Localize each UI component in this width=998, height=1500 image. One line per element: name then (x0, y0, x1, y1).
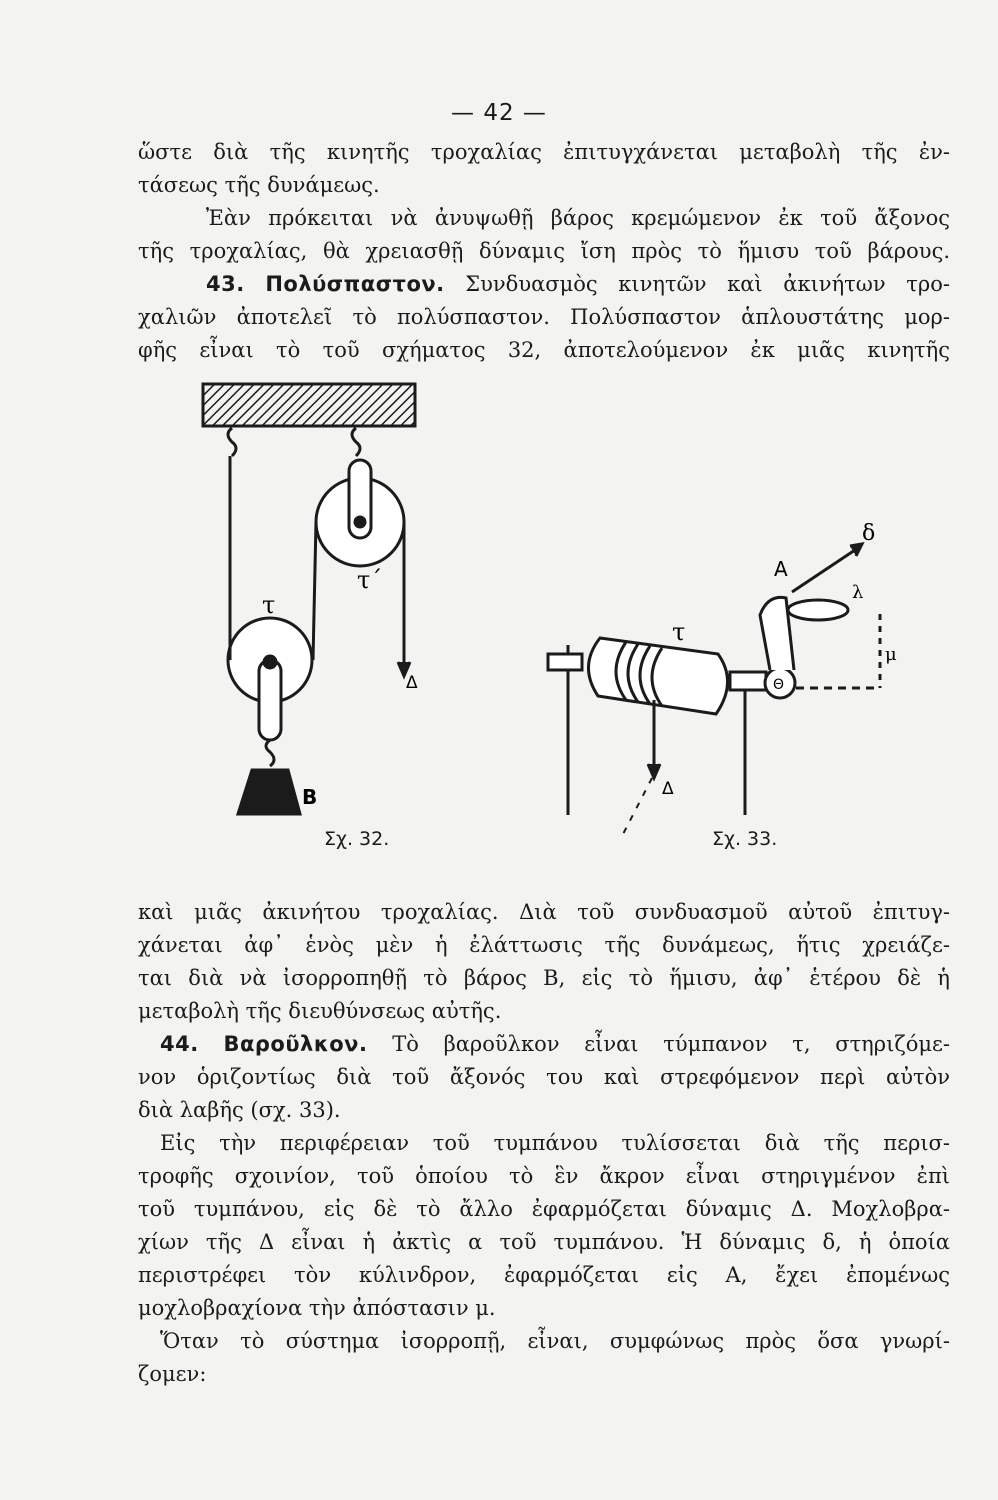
section-title: Βαροῦλκον. (223, 1032, 368, 1056)
section-43-first-line (138, 268, 950, 301)
fixed-pulley-axle (355, 517, 365, 527)
text-line: ζομεν: (138, 1362, 207, 1386)
text-line: τῆς τροχαλίας, θὰ χρειασθῇ δύναμις ἴση πρὸς τὸ ἥμισυ τοῦ βάρους. (138, 239, 950, 263)
moving-pulley-bracket (259, 660, 281, 740)
weight-hook (266, 740, 274, 766)
figures-drawing (0, 370, 998, 890)
text-line: Ὅταν τὸ σύστημα ἰσορροπῇ, εἶναι, συμφώνως πρὸς ὅσα γνωρί- (160, 1329, 950, 1353)
label-tau-fixed: τ΄ (357, 566, 383, 594)
label-delta-33: Δ (662, 779, 674, 799)
text-line: χαλιῶν ἀποτελεῖ τὸ πολύσπαστον. Πολύσπαστον ἁπλουστάτης μορ- (138, 305, 950, 329)
crank-handle (788, 600, 848, 620)
text-line: μεταβολὴ τῆς διευθύνσεως αὐτῆς. (138, 999, 502, 1023)
right-hook (352, 428, 360, 456)
axle-right (730, 672, 766, 690)
section-text: Τὸ βαροῦλκον εἶναι τύμπανον τ, στηριζόμε- (392, 1032, 950, 1056)
text-line: περιστρέφει τὸν κύλινδρον, ἐφαρμόζεται εἰς Α, ἔχει ἐπομένως (138, 1263, 950, 1287)
text-line: διὰ λαβῆς (σχ. 33). (138, 1098, 341, 1122)
axle-left (548, 654, 582, 670)
label-delta-32: Δ (406, 673, 418, 693)
lower-text (138, 896, 950, 1391)
label-tau-moving: τ (262, 591, 276, 619)
text-line: μοχλοβραχίονα τὴν ἀπόστασιν μ. (138, 1296, 496, 1320)
moving-pulley-axle (264, 656, 276, 668)
text-line: τοῦ τυμπάνου, εἰς δὲ τὸ ἄλλο ἐφαρμόζεται δύναμις Δ. Μοχλοβρα- (138, 1197, 950, 1221)
text-line: τροφῆς σχοινίον, τοῦ ὁποίου τὸ ἓν ἄκρον εἶναι στηριγμένον ἐπὶ (138, 1164, 950, 1188)
label-theta: Θ (773, 677, 785, 693)
figure-33-caption: Σχ. 33. (712, 828, 778, 850)
text-line: φῆς εἶναι τὸ τοῦ σχήματος 32, ἀποτελούμενον ἐκ μιᾶς κινητῆς (138, 338, 950, 362)
section-number: 43. (206, 272, 245, 296)
text-line: ται διὰ νὰ ἰσορροπηθῇ τὸ βάρος Β, εἰς τὸ ἥμισυ, ἀφ᾿ ἑτέρου δὲ ἡ (138, 966, 950, 990)
force-delta-small (792, 548, 858, 592)
text-line: νον ὁριζοντίως διὰ τοῦ ἄξονός του καὶ στρεφόμενον περὶ αὐτὸν (138, 1065, 950, 1089)
figure-32-caption: Σχ. 32. (324, 828, 390, 850)
ceiling-beam (203, 384, 415, 426)
label-tau-drum: τ (672, 618, 686, 646)
text-line: Ἐὰν πρόκειται νὰ ἀνυψωθῇ βάρος κρεμώμενον ἐκ τοῦ ἄξονος (206, 206, 950, 230)
text-line: Εἰς τὴν περιφέρειαν τοῦ τυμπάνου τυλίσσεται διὰ τῆς περισ- (160, 1131, 950, 1155)
section-text: Συνδυασμὸς κινητῶν καὶ ἀκινήτων τρο- (465, 272, 950, 296)
label-delta-small: δ (862, 521, 876, 546)
force-arrow-33 (648, 764, 660, 778)
page-number: — 42 — (451, 100, 547, 126)
text-line: χάνεται ἀφ᾿ ἑνὸς μὲν ἡ ἐλάττωσις τῆς δυνάμεως, ἥτις χρειάζε- (138, 933, 950, 957)
figure-32 (203, 384, 415, 814)
section-44-first-line (138, 1028, 950, 1061)
dashed-diagonal (620, 778, 652, 840)
label-weight: Β (302, 785, 318, 809)
section-title: Πολύσπαστον. (265, 272, 445, 296)
force-delta-small-head (850, 544, 862, 556)
text-line: ὥστε διὰ τῆς κινητῆς τροχαλίας ἐπιτυγχάνεται μεταβολὴ τῆς ἐν- (138, 140, 950, 164)
top-paragraph (138, 136, 950, 367)
text-line: τάσεως τῆς δυνάμεως. (138, 173, 380, 197)
figures-area (0, 370, 998, 890)
text-line: καὶ μιᾶς ἀκινήτου τροχαλίας. Διὰ τοῦ συνδυασμοῦ αὐτοῦ ἐπιτυγ- (138, 900, 950, 924)
text-line: χίων τῆς Δ εἶναι ἡ ἀκτὶς α τοῦ τυμπάνου. Ἡ δύναμις δ, ἡ ὁποία (138, 1230, 950, 1254)
left-hook (228, 428, 236, 456)
weight-block (238, 770, 300, 814)
label-lambda: λ (852, 582, 864, 603)
section-number: 44. (160, 1032, 199, 1056)
label-mu: μ (885, 644, 897, 665)
rope-middle (313, 522, 316, 660)
figure-33 (548, 544, 880, 840)
label-A: Α (774, 557, 788, 581)
